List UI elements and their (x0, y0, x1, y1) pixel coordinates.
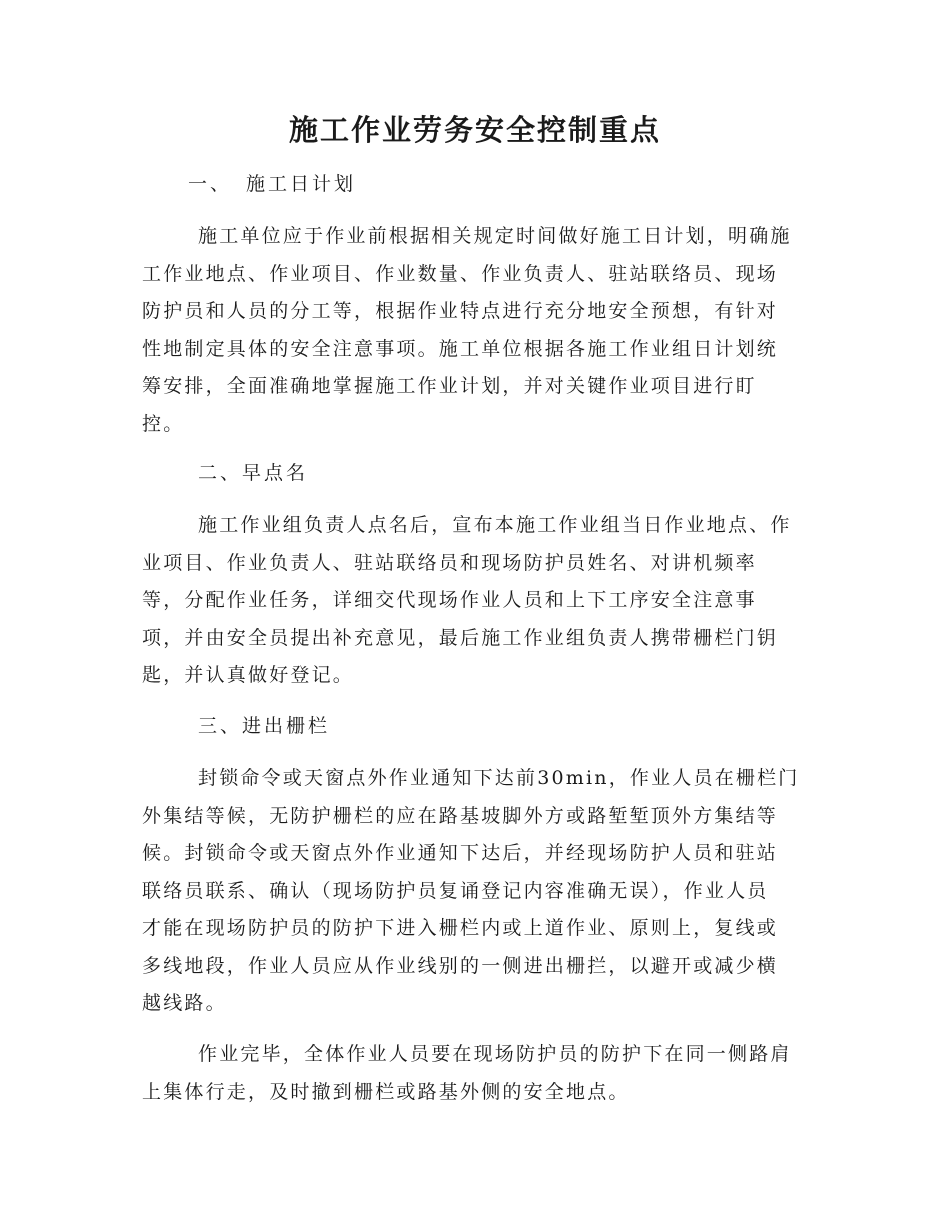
document-title: 施工作业劳务安全控制重点 (288, 113, 661, 147)
paragraph-work-complete (142, 1036, 810, 1111)
paragraph-line: 施工单位应于作业前根据相关规定时间做好施工日计划，明确施 (198, 225, 792, 247)
paragraph-line: 控。 (142, 412, 185, 435)
paragraph-daily-plan (142, 218, 810, 443)
paragraph-entering-fence (142, 760, 810, 1023)
paragraph-line: 作业完毕，全体作业人员要在现场防护员的防护下在同一侧路肩 (198, 1043, 792, 1065)
paragraph-line: 等，分配作业任务，详细交代现场作业人员和上下工序安全注意事 (142, 589, 757, 611)
paragraph-line: 多线地段，作业人员应从作业线别的一侧进出栅拦，以避开或减少横 (142, 954, 779, 977)
section-heading-3: 三、进出栅栏 (198, 715, 331, 737)
paragraph-line: 施工作业组负责人点名后，宣布本施工作业组当日作业地点、作 (198, 514, 792, 536)
section-heading-number: 一、 (188, 173, 233, 195)
paragraph-line: 候。封锁命令或天窗点外作业通知下达后，并经现场防护人员和驻站 (142, 842, 779, 864)
paragraph-line: 匙，并认真做好登记。 (142, 664, 355, 686)
paragraph-line: 上集体行走，及时撤到栅栏或路基外侧的安全地点。 (142, 1080, 630, 1103)
paragraph-line: 联络员联系、确认（现场防护员复诵登记内容准确无误），作业人员 (142, 879, 769, 902)
section-heading-1 (188, 171, 356, 197)
paragraph-line: 封锁命令或天窗点外作业通知下达前30min，作业人员在栅栏门 (198, 767, 800, 789)
paragraph-line: 越线路。 (142, 992, 227, 1014)
paragraph-line: 业项目、作业负责人、驻站联络员和现场防护员姓名、对讲机频率 (142, 551, 757, 574)
section-heading-2: 二、早点名 (198, 462, 309, 484)
paragraph-line: 工作业地点、作业项目、作业数量、作业负责人、驻站联络员、现场 (142, 262, 779, 285)
paragraph-line: 防护员和人员的分工等，根据作业特点进行充分地安全预想，有针对 (142, 300, 779, 322)
paragraph-roll-call (142, 507, 810, 695)
section-heading-text: 施工日计划 (246, 173, 357, 195)
paragraph-line: 筹安排，全面准确地掌握施工作业计划，并对关键作业项目进行盯 (142, 375, 757, 397)
paragraph-line: 项，并由安全员提出补充意见，最后施工作业组负责人携带栅栏门钥 (142, 626, 779, 649)
paragraph-line: 才能在现场防护员的防护下进入栅栏内或上道作业、原则上，复线或 (142, 917, 779, 939)
paragraph-line: 外集结等候，无防护栅栏的应在路基坡脚外方或路堑堑顶外方集结等 (142, 804, 779, 827)
paragraph-line: 性地制定具体的安全注意事项。施工单位根据各施工作业组日计划统 (142, 337, 779, 360)
